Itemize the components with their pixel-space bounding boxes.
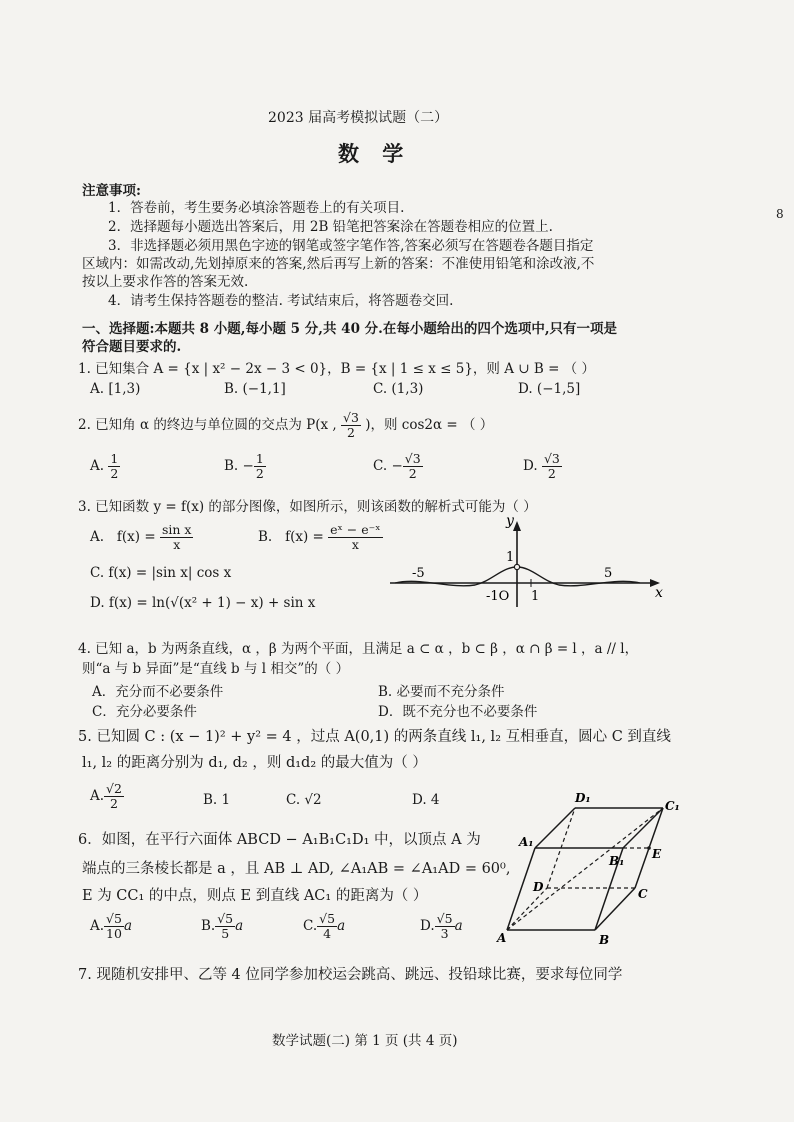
q7-stem-line1: 7. 现随机安排甲、乙等 4 位同学参加校运会跳高、跳远、投铅球比赛，要求每位同学 <box>78 967 623 983</box>
q2-option-d-frac <box>542 452 562 481</box>
q2-option-b-num: 1 <box>255 451 264 466</box>
q3-y-arrow-icon <box>513 521 521 531</box>
side-mark: 8 <box>776 207 784 221</box>
q6-option-a-suffix: a <box>123 918 133 934</box>
q6-option-b-den: 5 <box>221 926 230 941</box>
q2-option-c-num: √3 <box>404 451 421 466</box>
q1-option-c: C. (1,3) <box>373 381 424 397</box>
q3-option-a-lhs: f(x) = <box>116 529 156 545</box>
diagonal-ac1 <box>507 808 663 930</box>
notice-item-4: 4．请考生保持答题卷的整洁. 考试结束后，将答题卷交回. <box>108 293 454 309</box>
edge-a1d1 <box>535 808 575 848</box>
q6-stem-line2: 端点的三条棱长都是 a ，且 AB ⊥ AD, ∠A₁AB = ∠A₁AD = 60⁰, <box>82 861 511 877</box>
q2-option-a <box>90 452 120 481</box>
q2-point-fraction <box>341 411 361 440</box>
q3-hole-marker <box>514 564 519 569</box>
label-d1: D₁ <box>575 791 591 805</box>
edge-ad <box>507 888 547 930</box>
q6-option-c-label: C. <box>303 918 318 934</box>
q6-option-c <box>303 912 345 941</box>
q1-stem: 1. 已知集合 A = {x | x² − 2x − 3 < 0}，B = {x | 1 ≤ x ≤ 5}，则 A ∪ B = （ ） <box>78 361 595 377</box>
q3-option-b <box>258 523 383 552</box>
label-e: E <box>652 847 662 861</box>
q3-one-x-label: 1 <box>531 589 540 604</box>
label-a1: A₁ <box>519 835 534 849</box>
q2-option-c-label: C. <box>373 458 388 474</box>
q5-option-a <box>90 782 124 811</box>
q6-option-d-frac <box>435 912 455 941</box>
q3-option-a-num: sin x <box>161 522 192 537</box>
label-c: C <box>638 887 648 901</box>
q2-option-b-den: 2 <box>255 466 264 481</box>
q3-option-a-label: A. <box>90 529 105 545</box>
q6-stem-line3: E 为 CC₁ 的中点，则点 E 到直线 AC₁ 的距离为（ ） <box>82 888 428 904</box>
label-b: B <box>599 933 610 947</box>
q6-option-d-num: √5 <box>436 911 453 926</box>
q1-option-b: B. (−1,1] <box>224 381 286 397</box>
q5-option-a-label: A. <box>90 788 105 804</box>
q2-option-a-den: 2 <box>110 466 119 481</box>
q3-option-a-den: x <box>173 537 181 552</box>
q6-option-a-frac <box>104 912 124 941</box>
q6-option-c-frac <box>317 912 337 941</box>
page-footer: 数学试题(二) 第 1 页 (共 4 页) <box>272 1033 458 1049</box>
q2-option-d-den: 2 <box>547 466 556 481</box>
q4-stem-line1: 4. 已知 a，b 为两条直线，α ，β 为两个平面，且满足 a ⊂ α ，b ⊂ β ，α ∩ β = l ，a // l， <box>78 641 639 657</box>
q2-option-a-frac <box>108 452 120 481</box>
q5-option-a-den: 2 <box>110 796 118 811</box>
q6-option-a-den: 10 <box>106 926 122 941</box>
notice-item-3: 3．非选择题必须用黑色字迹的钢笔或签字笔作答,答案必须写在答题卷各题目指定 <box>108 238 594 254</box>
subject-title: 数 学 <box>338 141 412 166</box>
edge-bc <box>595 888 635 930</box>
q3-option-b-den: x <box>351 537 359 552</box>
q2-option-c-sign: − <box>391 458 403 474</box>
notice-item-2: 2．选择题每小题选出答案后，用 2B 铅笔把答案涂在答题卷相应的位置上. <box>108 219 553 235</box>
q5-option-a-frac <box>104 782 124 811</box>
q3-one-y-label: 1 <box>506 550 515 565</box>
q3-neg-one-origin-label: -1O <box>486 589 510 604</box>
q6-option-d-suffix: a <box>454 918 463 934</box>
q1-option-d: D. (−1,5] <box>518 381 581 397</box>
q2-option-b-frac <box>254 452 266 481</box>
edge-aa1 <box>507 848 535 930</box>
q6-option-b-label: B. <box>201 918 216 934</box>
q6-option-a-label: A. <box>90 918 105 934</box>
q2-point-den: 2 <box>347 425 355 440</box>
q2-option-d <box>523 452 562 481</box>
q2-point-num: √3 <box>343 410 359 425</box>
notice-item-3-cont-1: 区域内：如需改动,先划掉原来的答案,然后再写上新的答案：不准使用铅笔和涂改液,不 <box>82 256 595 272</box>
q3-option-a-frac <box>160 523 194 552</box>
q4-option-a: A．充分而不必要条件 <box>92 684 224 700</box>
q4-option-b: B. 必要而不充分条件 <box>378 684 505 700</box>
notice-item-1: 1．答卷前，考生要务必填涂答题卷上的有关项目. <box>108 200 405 216</box>
q3-five-label: 5 <box>604 566 613 581</box>
q4-option-d: D．既不充分也不必要条件 <box>378 704 538 720</box>
q2-stem-part2: )，则 cos2α = （ ） <box>365 417 494 433</box>
label-b1: B₁ <box>609 854 625 868</box>
q2-option-b <box>224 452 266 481</box>
q2-option-a-label: A. <box>90 458 105 474</box>
q3-option-b-lhs: f(x) = <box>285 529 324 545</box>
q3-stem: 3. 已知函数 y = f(x) 的部分图像，如图所示，则该函数的解析式可能为（ ） <box>78 499 537 515</box>
q6-option-c-den: 4 <box>323 926 332 941</box>
q6-option-b-suffix: a <box>235 918 244 934</box>
q6-option-d <box>420 912 463 941</box>
q3-neg-five-label: -5 <box>412 566 425 581</box>
q3-option-b-num: eˣ − e⁻ˣ <box>330 522 381 537</box>
q2-option-c-den: 2 <box>408 466 417 481</box>
q6-option-d-label: D. <box>420 918 435 934</box>
notice-item-3-cont-2: 按以上要求作答的答案无效. <box>82 274 249 290</box>
q6-option-b-num: √5 <box>217 911 234 926</box>
q3-option-d: D. f(x) = ln(√(x² + 1) − x) + sin x <box>90 595 316 611</box>
label-d: D <box>533 880 544 894</box>
q6-option-a-num: √5 <box>106 911 122 926</box>
q6-option-c-num: √5 <box>319 911 336 926</box>
label-c1: C₁ <box>665 799 680 813</box>
q2-option-a-num: 1 <box>110 451 119 466</box>
q6-option-b-frac <box>215 912 235 941</box>
q1-option-a: A. [1,3) <box>90 381 141 397</box>
q6-option-b <box>201 912 243 941</box>
q3-option-a <box>90 523 193 552</box>
q5-option-d: D. 4 <box>412 792 440 808</box>
q3-option-b-frac <box>328 523 382 552</box>
q5-option-b: B. 1 <box>203 792 231 808</box>
q5-stem-line2: l₁, l₂ 的距离分别为 d₁, d₂ ，则 d₁d₂ 的最大值为（ ） <box>82 755 427 771</box>
q2-option-d-num: √3 <box>543 451 560 466</box>
q5-option-c: C. √2 <box>286 792 322 808</box>
q2-option-c <box>373 452 423 481</box>
label-a: A <box>497 931 507 945</box>
q6-stem-line1: 6．如图，在平行六面体 ABCD − A₁B₁C₁D₁ 中，以顶点 A 为 <box>78 832 481 848</box>
q6-option-d-den: 3 <box>440 926 449 941</box>
exam-title: 2023 届高考模拟试题（二） <box>268 110 449 126</box>
q5-option-a-num: √2 <box>106 781 122 796</box>
q2-stem <box>78 411 493 440</box>
q6-option-c-suffix: a <box>337 918 346 934</box>
q2-stem-part1: 2. 已知角 α 的终边与单位圆的交点为 P(x , <box>78 417 337 433</box>
q4-stem-line2: 则“a 与 b 异面”是“直线 b 与 l 相交”的（ ） <box>82 661 350 677</box>
q2-option-b-sign: − <box>242 458 254 474</box>
q5-stem-line1: 5. 已知圆 C : (x − 1)² + y² = 4 ，过点 A(0,1) 的两条直线 l₁, l₂ 互相垂直，圆心 C 到直线 <box>78 729 671 745</box>
q2-option-c-frac <box>403 452 423 481</box>
q3-option-c: C. f(x) = |sin x| cos x <box>90 565 232 581</box>
section1-heading: 一、选择题:本题共 8 小题,每小题 5 分,共 40 分.在每小题给出的四个选项中,只有一项是 <box>82 321 618 337</box>
q3-option-b-label: B. <box>258 529 273 545</box>
q3-x-label: x <box>655 585 663 601</box>
q3-function-graph <box>390 515 670 610</box>
q4-option-c: C．充分必要条件 <box>92 704 197 720</box>
q6-option-a <box>90 912 132 941</box>
q3-y-label: y <box>506 513 514 529</box>
edge-b1c1 <box>623 808 663 848</box>
point-e-marker <box>647 846 651 850</box>
notice-heading: 注意事项: <box>82 183 141 199</box>
q6-parallelepiped-figure <box>495 790 695 950</box>
section1-heading-cont: 符合题目要求的. <box>82 339 182 355</box>
q2-option-b-label: B. <box>224 458 239 474</box>
q2-option-d-label: D. <box>523 458 538 474</box>
